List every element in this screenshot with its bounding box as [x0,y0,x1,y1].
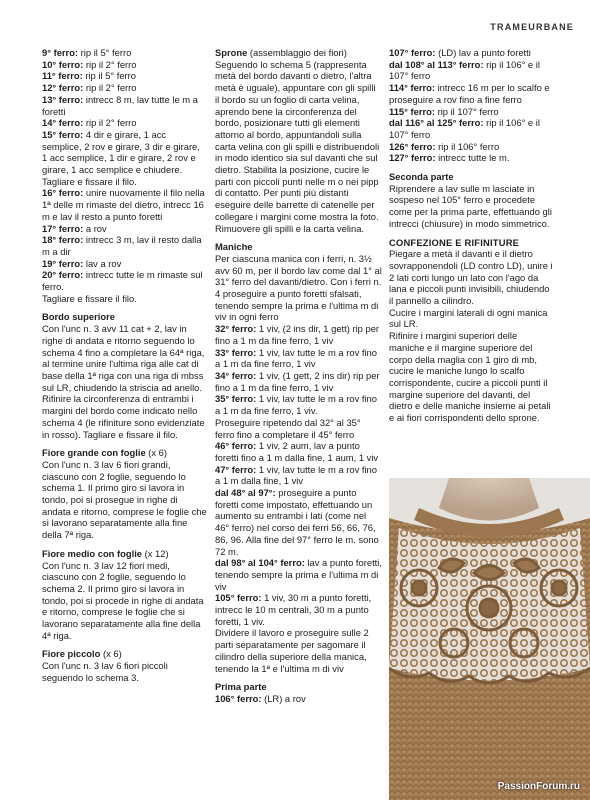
instruction-text: lav a rov [83,257,122,269]
rows-c-list [215,693,382,705]
seconda-parte-text: Riprendere a lav sulle m lasciate in sospeso nel 105° ferro e procedete come per la prima parte, effettuando gli intrecci (chiusure) in modo simmetrico. [389,182,552,229]
instruction-row [42,176,207,188]
instruction-row [215,393,382,416]
instruction-row [42,70,207,82]
instruction-label: 35° ferro: [215,393,257,405]
rows-b-list [215,323,382,674]
instruction-row [389,117,554,140]
instruction-text: rip il 106° e il 107° ferro [389,58,540,82]
instruction-text: 1 viv, lav tutte le m a rov fino a 1 m da fine ferro, 1 viv. [215,393,377,417]
instruction-text: intrecc 8 m, lav tutte le m a foretti [42,93,198,117]
instruction-label: 13° ferro: [42,93,84,105]
rows-d-list [389,47,554,164]
fiore-grande-text: Con l'unc n. 3 lav 6 fiori grandi, ciascuno con 2 foglie, seguendo lo schema 1. Il primo giro si lavora in tondo, poi si prosegue in righe di andata e ritorno, comprese le foglie che si lavorano separatamente alla fine della 7ª riga. [42,458,207,541]
instruction-label: dal 108° al 113° ferro: [389,58,484,70]
instruction-text: rip il 106° ferro [435,140,500,152]
instruction-label: 12° ferro: [42,82,84,94]
fiore-medio-heading: Fiore medio con foglie (x 12) [42,547,169,559]
instruction-label: 47° ferro: [215,463,257,475]
instruction-row [42,223,207,235]
instruction-text: lav a punto foretti, tenendo sempre la prima e l'ultima m di viv [215,557,382,592]
instruction-label: dal 48° al 97°: [215,487,276,499]
instruction-row [389,152,554,164]
instruction-text: unire nuovamente il filo nella 1ª delle m rimaste del dietro, intrecc 16 m e lav il resto a punto foretti [42,187,205,222]
instruction-text: intrecc 3 m, lav il resto dalla m a dir [42,234,202,257]
bordo-superiore-text: Con l'unc n. 3 avv 11 cat + 2, lav in righe di andata e ritorno seguendo lo schema 4 fino a completare la 64ª riga, al termine unire l'ultima riga alle cat di base della 1ª riga con una riga di mbss sul LR, chiudendo la striscia ad anello. Rifinire la circonferenza di entrambi i margini del bordo come indicato nello schema 4 (le rifiniture sono evidenziate in rosso). Tagliare e fissare il filo. [42,323,205,440]
fiore-piccolo-text: Con l'unc n. 3 lav 6 fiori piccoli seguendo lo schema 3. [42,660,168,683]
instruction-label: dal 116° al 125° ferro: [389,117,484,129]
instruction-row [215,417,382,440]
instruction-text: rip il 2° ferro [83,82,137,94]
instruction-label: 105° ferro: [215,592,262,604]
instruction-row [389,47,554,59]
instruction-row [215,440,382,463]
instruction-label: 10° ferro: [42,58,84,70]
instruction-row [42,269,207,292]
maniche-heading: Maniche [215,241,253,253]
instruction-label: 17° ferro: [42,222,84,234]
instruction-row [215,487,382,557]
instruction-text: 1 viv, (1 gett, 2 ins dir) rip per fino a 1 m da fine ferro, 1 viv [215,369,380,393]
instruction-row [389,106,554,118]
instruction-row [215,557,382,592]
rifinire-text: Rifinire i margini superiori delle maniche e il margine superiore del corpo della maglia con 1 giro di mb, cucire le maniche lungo lo scalfo corrispondente, cucire a piccoli punti il margine superiore del davanti, del dietro e delle maniche insieme ai petali e ai fiori corrispondenti dello sprone. [389,330,551,424]
instruction-text: rip il 2° ferro [83,117,137,129]
column-right [389,47,554,424]
instruction-text: intrecc 16 m per lo scalfo e proseguire a rov fino a fine ferro [389,82,550,105]
instruction-text: intrecc tutte le m rimaste sul ferro. [42,269,203,293]
seconda-parte-heading: Seconda parte [389,171,454,183]
instruction-text: rip il 5° ferro [82,70,136,82]
column-left [42,47,207,684]
instruction-label: 32° ferro: [215,323,257,335]
sprone-heading: Sprone (assemblaggio dei fiori) [215,47,347,58]
instruction-label: dal 98° al 104° ferro: [215,557,305,569]
instruction-row [389,141,554,153]
instruction-row [42,117,207,129]
instruction-text: rip il 5° ferro [78,47,132,58]
instruction-label: 18° ferro: [42,234,84,246]
cucire-text: Cucire i margini laterali di ogni manica sul LR. [389,306,548,330]
instruction-row [42,59,207,71]
instruction-text: proseguire a punto foretti come impostato, effettuando un aumento su entrambi i lati (come nel 46° ferro) nel corso dei ferri 56, 66, 76, 86, 96. Alla fine del 97° ferro le m. sono 72 m. [215,487,379,557]
watermark-text: PassionForum.ru [497,781,580,792]
instruction-text: intrecc tutte le m. [435,152,510,164]
instruction-label: 127° ferro: [389,152,436,164]
instruction-label: 11° ferro: [42,70,83,82]
instruction-text: rip il 107° ferro [434,105,499,117]
instruction-label: 114° ferro: [389,82,435,94]
maniche-text: Per ciascuna manica con i ferri, n. 3½ avv 60 m, per il bordo lav come dal 1° al 31° ferro del davanti/dietro. Con i ferri n. 4 proseguire a punto foretti sfalsati, tenendo sempre la prima e l'ultima m di viv in ogni ferro [215,252,382,323]
instruction-label: 126° ferro: [389,140,436,152]
sprone-text: Seguendo lo schema 5 (rappresenta metà del bordo davanti o dietro, l'altra metà è uguale), appuntare con gli spilli il bordo su un foglio di carta velina, aprendo bene la circonferenza del bordo, posizionare tutti gli elementi attorno al bordo, appuntandoli sulla carta velina con gli spilli e distribuendoli in modo identico sia sul davanti che sul dietro. Stabilita la posizione, cucire le parti con piccoli punti nelle m o nei pipp di contatto. Per punti più distanti eseguire delle barrette di catenelle per collegare i margini come mostra la foto. Rimuovere gli spilli e la carta velina. [215,58,380,234]
instruction-text: 1 viv, lav tutte le m a rov fino a 1 m da fine ferro, 1 viv [215,346,377,370]
instruction-text: (LD) lav a punto foretti [435,47,531,58]
instruction-label: 14° ferro: [42,117,84,129]
instruction-row [42,293,207,305]
instruction-text: 1 viv, lav tutte le m a rov fino a 1 m dalla fine, 1 viv [215,463,377,487]
fiore-medio-text: Con l'unc n. 3 lav 12 fiori medi, ciascuno con 2 foglie, seguendo lo schema 2. Il primo giro si lavora in tondo, poi si procede in righe di andata e ritorno, comprese le foglie che si lavorano separatamente alla fine della 4ª riga. [42,559,204,641]
instruction-text: Proseguire ripetendo dal 32° al 35° ferro fino a completare il 45° ferro [215,416,361,440]
instruction-label: 33° ferro: [215,346,257,358]
instruction-label: 20° ferro: [42,269,84,281]
instruction-row [42,94,207,117]
fiore-piccolo-heading: Fiore piccolo (x 6) [42,648,122,660]
instruction-label: 15° ferro: [42,128,84,140]
instruction-row [42,47,207,59]
instruction-label: 9° ferro: [42,47,79,58]
confezione-heading: CONFEZIONE E RIFINITURE [389,236,520,248]
instruction-text: 4 dir e girare, 1 acc semplice, 2 rov e girare, 3 dir e girare, 1 acc semplice, 1 dir e girare, 2 rov e girare, 1 acc semplice e chiudere. [42,128,200,176]
instruction-text: Tagliare e fissare il filo. [42,175,137,187]
instruction-text: 1 viv, (2 ins dir, 1 gett) rip per fino a 1 m da fine ferro, 1 viv [215,323,380,346]
instruction-row [215,464,382,487]
instruction-text: 1 viv, 2 aum, lav a punto foretti fino a 1 m dalla fine, 1 aum, 1 viv [215,440,379,463]
instruction-label: 106° ferro: [215,692,262,704]
instruction-row [42,82,207,94]
instruction-row [215,693,382,705]
instruction-row [215,592,382,627]
instruction-label: 107° ferro: [389,47,436,58]
instruction-row [215,627,382,674]
instruction-row [215,370,382,393]
instruction-row [389,82,554,105]
instruction-row [215,323,382,346]
instruction-row [42,234,207,257]
prima-parte-heading: Prima parte [215,681,267,693]
confezione-text: Piegare a metà il davanti e il dietro sovrapponendoli (LD contro LD), unire i 2 lati corti lungo un lato con l'ago da lana e piccoli punti invisibili, chiudendo il pannello a cilindro. [389,248,553,307]
instruction-text: Dividere il lavoro e proseguire sulle 2 parti separatamente per sagomare il cilindro della superiore della manica, tenendo la 1ª e l'ultima m di viv [215,627,369,674]
instruction-row [42,187,207,222]
instruction-text: rip il 2° ferro [83,58,137,70]
instruction-label: 19° ferro: [42,257,84,269]
instruction-row [215,347,382,370]
instruction-text: a rov [83,222,107,234]
fiore-grande-heading: Fiore grande con foglie (x 6) [42,447,168,459]
instruction-row [389,59,554,82]
crochet-sweater-illustration [389,478,590,800]
column-middle [215,47,382,705]
instruction-label: 115° ferro: [389,105,435,117]
instruction-label: 46° ferro: [215,440,257,452]
rows-a-list [42,47,207,304]
sweater-photo [389,478,590,800]
instruction-label: 16° ferro: [42,187,84,199]
instruction-label: 34° ferro: [215,369,257,381]
instruction-row [42,129,207,176]
instruction-row [42,258,207,270]
instruction-text: rip il 106° e il 107° ferro [389,117,540,140]
magazine-brand: TRAMEURBANE [490,22,574,32]
instruction-text: Tagliare e fissare il filo. [42,292,137,304]
instruction-text: 1 viv, 30 m a punto foretti, intrecc le 10 m centrali, 30 m a punto foretti, 1 viv. [215,592,372,627]
bordo-superiore-heading: Bordo superiore [42,311,115,323]
instruction-text: (LR) a rov [261,692,306,704]
